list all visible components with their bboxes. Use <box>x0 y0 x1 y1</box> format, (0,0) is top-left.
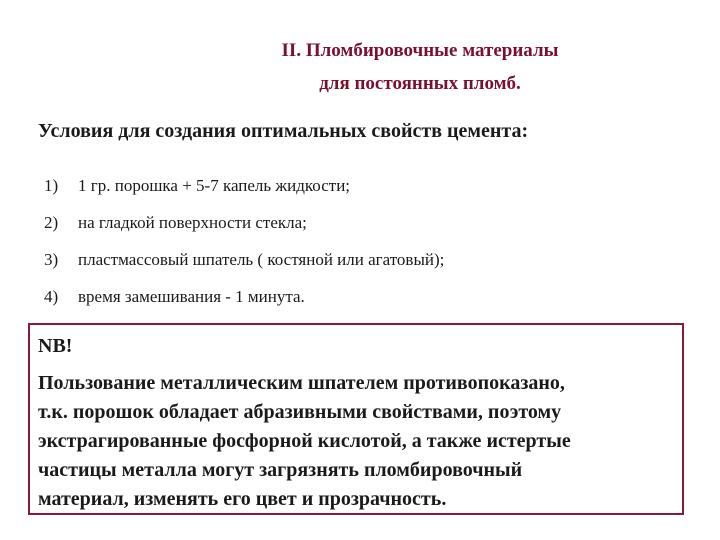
list-item-text: на гладкой поверхности стекла; <box>78 213 307 232</box>
nota-bene-box <box>28 323 684 515</box>
nota-bene-line: т.к. порошок обладает абразивными свойствами, поэтому <box>38 401 562 423</box>
nota-bene-text <box>38 369 674 514</box>
title-line-1: II. Пломбировочные материалы <box>281 40 559 61</box>
title-line-2: для постоянных пломб. <box>319 73 521 94</box>
list-item-number: 3) <box>44 250 59 269</box>
list-item <box>44 282 444 319</box>
page-title <box>200 34 640 100</box>
nota-bene-line: материал, изменять его цвет и прозрачность. <box>38 488 447 510</box>
conditions-list <box>44 171 444 319</box>
section-heading: Условия для создания оптимальных свойств цемента: <box>38 120 529 142</box>
nota-bene-line: Пользование металлическим шпателем противопоказано, <box>38 372 565 394</box>
list-item-text: 1 гр. порошка + 5-7 капель жидкости; <box>78 176 351 195</box>
list-item <box>44 245 444 282</box>
nota-bene-line: экстрагированные фосфорной кислотой, а также истертые <box>38 430 571 452</box>
list-item <box>44 208 444 245</box>
nota-bene-label: NB! <box>38 335 73 357</box>
list-item-number: 1) <box>44 176 59 195</box>
nota-bene-line: частицы металла могут загрязнять пломбировочный <box>38 459 523 481</box>
list-item-text: пластмассовый шпатель ( костяной или агатовый); <box>78 250 445 269</box>
list-item-text: время замешивания - 1 минута. <box>78 287 305 306</box>
list-item <box>44 171 444 208</box>
list-item-number: 4) <box>44 287 59 306</box>
list-item-number: 2) <box>44 213 59 232</box>
